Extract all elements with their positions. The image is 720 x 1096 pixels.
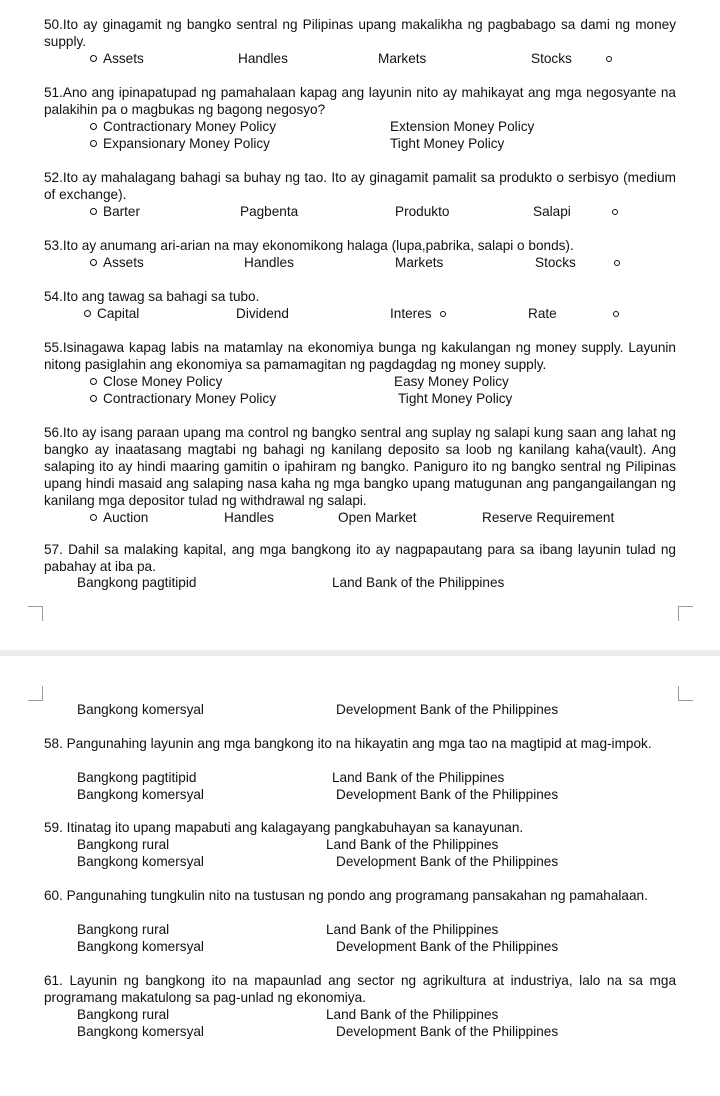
choice-51-a[interactable]: Contractionary Money Policy (90, 118, 276, 135)
choice-60-a[interactable]: Bangkong rural (77, 922, 170, 937)
page-separator (0, 650, 720, 656)
choice-51-b[interactable]: Extension Money Policy (390, 119, 535, 134)
choice-58-d[interactable]: Development Bank of the Philippines (336, 787, 559, 802)
choice-55-d[interactable]: Tight Money Policy (398, 391, 513, 406)
question-54: 54.Ito ang tawag sa bahagi sa tubo. (44, 289, 260, 304)
radio-icon[interactable] (614, 260, 620, 266)
radio-icon (90, 123, 97, 130)
choice-50-d[interactable]: Stocks (531, 51, 572, 66)
choice-54-c[interactable]: Interes (390, 306, 432, 321)
choice-61-d[interactable]: Development Bank of the Philippines (336, 1024, 559, 1039)
choice-53-d[interactable]: Stocks (535, 255, 576, 270)
choice-56-d[interactable]: Reserve Requirement (482, 510, 615, 525)
choice-51-c[interactable]: Expansionary Money Policy (90, 135, 270, 152)
choice-50-a[interactable]: Assets (90, 50, 144, 67)
question-58: 58. Pangunahing layunin ang mga bangkong ito na hikayatin ang mga tao na magtipid at mag-impok. (44, 736, 652, 751)
choice-61-a[interactable]: Bangkong rural (77, 1007, 170, 1022)
choice-61-c[interactable]: Bangkong komersyal (77, 1024, 204, 1039)
choice-57-a[interactable]: Bangkong pagtitipid (77, 575, 197, 590)
page-corner (678, 606, 693, 621)
choice-57-b[interactable]: Land Bank of the Philippines (332, 575, 505, 590)
choice-58-a[interactable]: Bangkong pagtitipid (77, 770, 197, 785)
page-corner (678, 686, 693, 701)
radio-icon[interactable] (613, 311, 619, 317)
question-60: 60. Pangunahing tungkulin nito na tustusan ng pondo ang programang pansakahan ng pamahalaan. (44, 888, 648, 903)
choice-53-c[interactable]: Markets (395, 255, 444, 270)
choice-60-c[interactable]: Bangkong komersyal (77, 939, 204, 954)
choice-59-b[interactable]: Land Bank of the Philippines (326, 837, 499, 852)
choice-55-c[interactable]: Contractionary Money Policy (90, 390, 276, 407)
choice-60-b[interactable]: Land Bank of the Philippines (326, 922, 499, 937)
question-55: 55.Isinagawa kapag labis na matamlay na ekonomiya bunga ng kakulangan ng money supply. Layunin nitong pasiglahin ang ekonomiya sa pamamagitan ng pagdagdag ng money supply. (44, 340, 676, 372)
radio-icon[interactable] (606, 56, 612, 62)
choice-60-d[interactable]: Development Bank of the Philippines (336, 939, 559, 954)
choice-56-b[interactable]: Handles (224, 510, 274, 525)
choice-59-d[interactable]: Development Bank of the Philippines (336, 854, 559, 869)
radio-icon (90, 140, 97, 147)
choice-52-d[interactable]: Salapi (533, 204, 571, 219)
choice-55-b[interactable]: Easy Money Policy (394, 374, 509, 389)
choice-57-d[interactable]: Development Bank of the Philippines (336, 702, 559, 717)
choice-58-c[interactable]: Bangkong komersyal (77, 787, 204, 802)
question-61: 61. Layunin ng bangkong ito na mapaunlad ang sector ng agrikultura at industriya, lalo na sa mga programang makatulong sa pag-unlad ng ekonomiya. (44, 973, 676, 1005)
question-57: 57. Dahil sa malaking kapital, ang mga bangkong ito ay nagpapautang para sa ibang layunin tulad ng pabahay at iba pa. (44, 542, 676, 574)
choice-51-d[interactable]: Tight Money Policy (390, 136, 505, 151)
choice-53-b[interactable]: Handles (244, 255, 294, 270)
question-50: 50.Ito ay ginagamit ng bangko sentral ng Pilipinas upang makalikha ng pagbabago sa dami ng money supply. (44, 17, 676, 49)
choice-56-c[interactable]: Open Market (338, 510, 417, 525)
question-59: 59. Itinatag ito upang mapabuti ang kalagayang pangkabuhayan sa kanayunan. (44, 820, 524, 835)
question-52: 52.Ito ay mahalagang bahagi sa buhay ng tao. Ito ay ginagamit pamalit sa produkto o serbisyo (medium of exchange). (44, 170, 676, 202)
choice-54-d[interactable]: Rate (528, 306, 557, 321)
question-56: 56.Ito ay isang paraan upang ma control ng bangko sentral ang suplay ng salapi kung saan ang lahat ng bangko ay inaatasang magtabi ng bahagi ng kanilang deposito sa loob ng kanilang kaha(vault). Ang salaping ito ay hindi maaring gamitin o ipahiram ng bangko. Paniguro ito ng bangko sentral ng Pilipinas upang hindi masaid ang salaping nasa kaha ng mga bangko upang matugunan ang pangangailangan ng kanilang mga depositor tulad ng withdrawal ng salapi. (44, 425, 676, 508)
radio-icon (90, 378, 97, 385)
choice-54-a[interactable]: Capital (84, 305, 139, 322)
radio-icon (90, 208, 97, 215)
choice-57-c[interactable]: Bangkong komersyal (77, 702, 204, 717)
page-corner (28, 686, 43, 701)
choice-52-a[interactable]: Barter (90, 203, 140, 220)
radio-icon[interactable] (440, 311, 446, 317)
question-53: 53.Ito ay anumang ari-arian na may ekonomikong halaga (lupa,pabrika, salapi o bonds). (44, 238, 574, 253)
page-corner (28, 606, 43, 621)
choice-55-a[interactable]: Close Money Policy (90, 373, 222, 390)
choice-53-a[interactable]: Assets (90, 254, 144, 271)
choice-61-b[interactable]: Land Bank of the Philippines (326, 1007, 499, 1022)
radio-icon (90, 395, 97, 402)
choice-50-c[interactable]: Markets (378, 51, 427, 66)
question-51: 51.Ano ang ipinapatupad ng pamahalaan kapag ang layunin nito ay mahikayat ang mga negosyante na palakihin pa o magbukas ng bagong negosyo? (44, 85, 676, 117)
choice-54-b[interactable]: Dividend (236, 306, 289, 321)
radio-icon (90, 514, 97, 521)
radio-icon (84, 310, 91, 317)
radio-icon[interactable] (612, 209, 618, 215)
choice-56-a[interactable]: Auction (90, 509, 148, 526)
choice-58-b[interactable]: Land Bank of the Philippines (332, 770, 505, 785)
choice-59-c[interactable]: Bangkong komersyal (77, 854, 204, 869)
radio-icon (90, 55, 97, 62)
choice-50-b[interactable]: Handles (238, 51, 288, 66)
radio-icon (90, 259, 97, 266)
choice-52-c[interactable]: Produkto (395, 204, 450, 219)
choice-59-a[interactable]: Bangkong rural (77, 837, 170, 852)
choice-52-b[interactable]: Pagbenta (240, 204, 299, 219)
